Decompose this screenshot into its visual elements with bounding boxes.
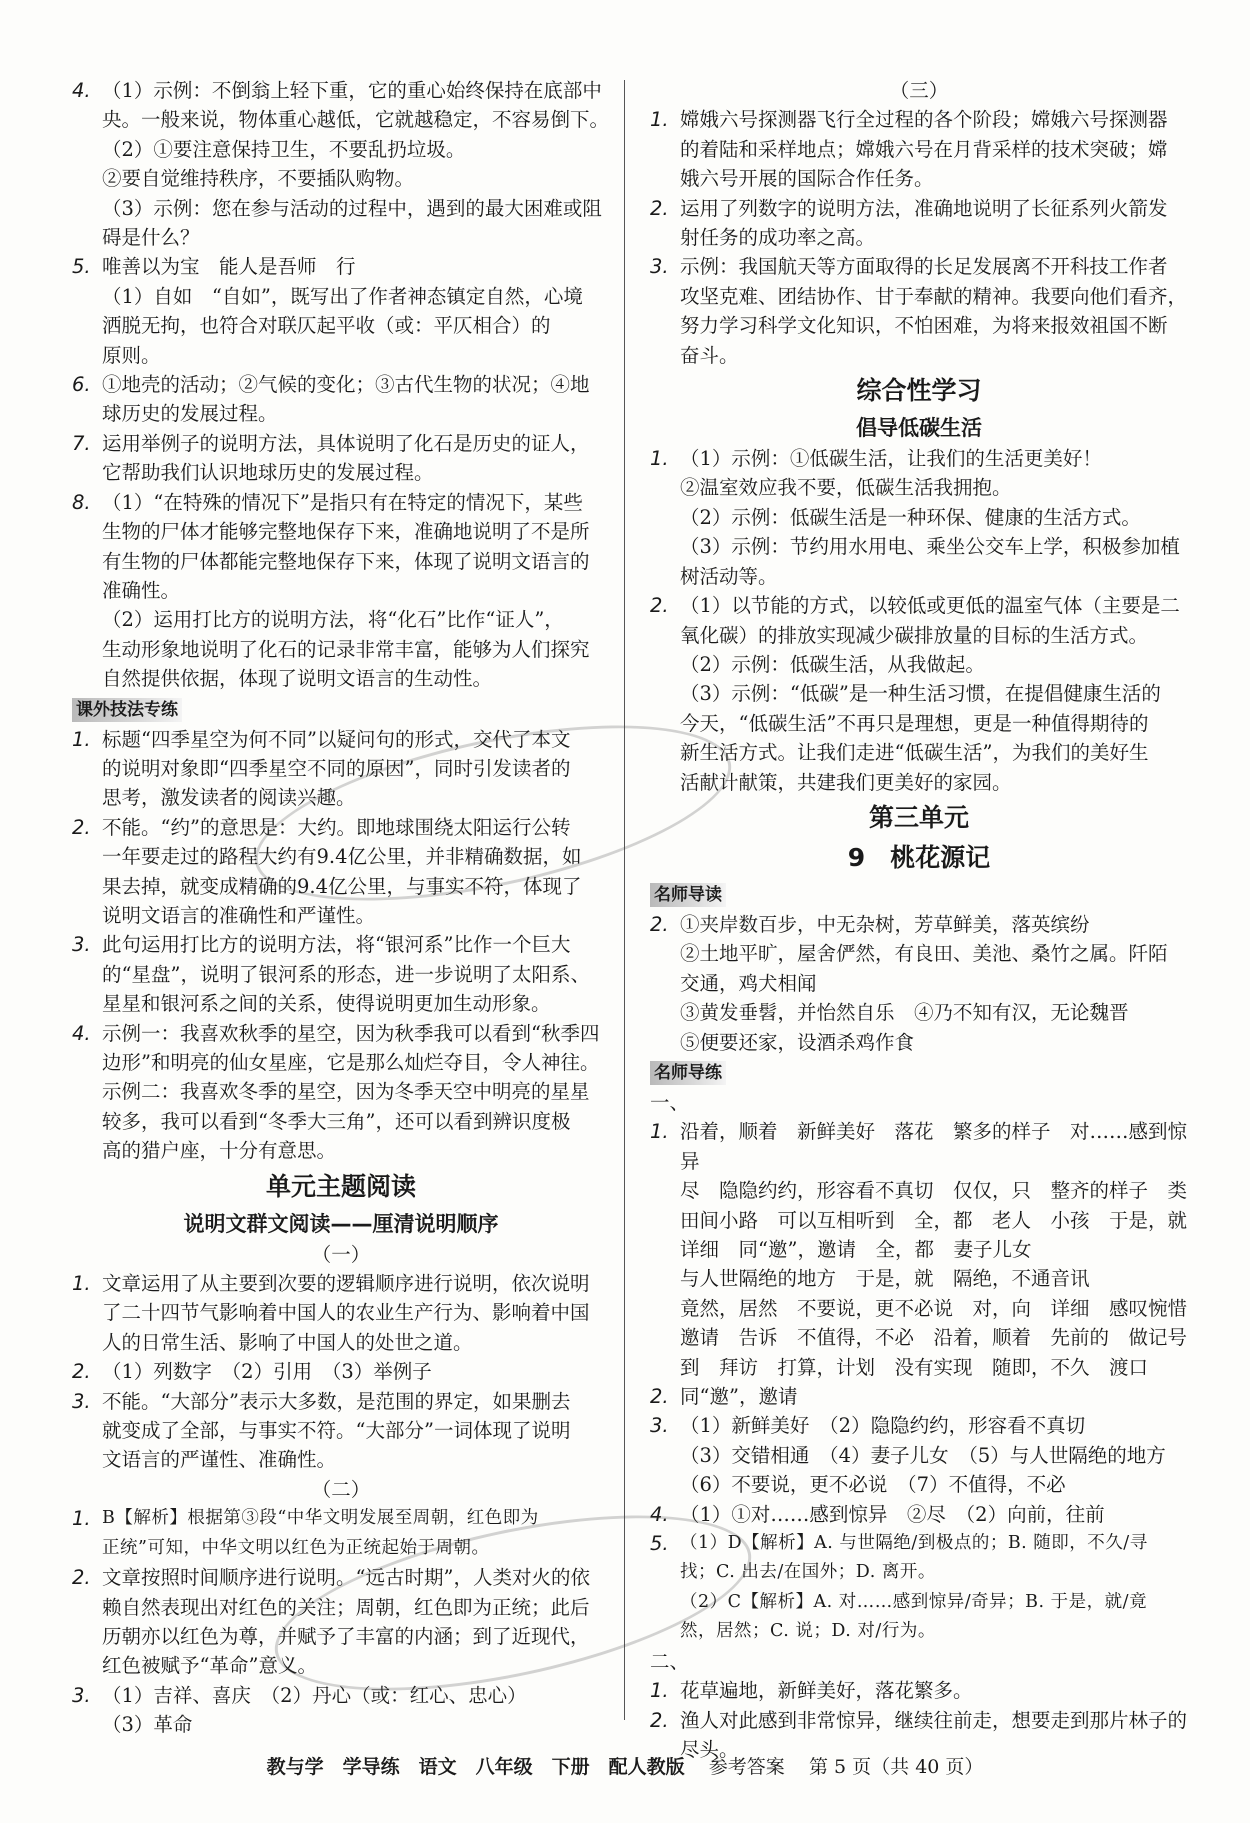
answer-item: 1. 花草遍地，新鲜美好，落花繁多。	[650, 1679, 973, 1703]
answer-item: 1. B【解析】根据第③段“中华文明发展至周朝，红色即为 正统”可知，中华文明以红色为正统起始于周朝。	[72, 1507, 539, 1558]
page-number: 第 5 页（共 40 页）	[808, 1756, 984, 1778]
answer-item: 2. 渔人对此感到非常惊异，继续往前走，想要走到那片林子的 尽头。	[650, 1708, 1188, 1761]
answer-item: 3. （1）吉祥、喜庆 （2）丹心（或：红心、忠心） （3）革命	[72, 1683, 527, 1737]
answers-label: 参考答案	[708, 1756, 785, 1778]
answer-item: 3. 此句运用打比方的说明方法，将“银河系”比作一个巨大 的“星盘”，说明了银河系的形态，进一步说明了太阳系、 星星和银河系之间的关系，使得说明更加生动形象。	[72, 933, 590, 1016]
answer-item: 4. （1）示例：不倒翁上轻下重，它的重心始终保持在底部中 央。一般来说，物体重心越低，它就越稳定，不容易倒下。 （2）①要注意保持卫生，不要乱扔垃圾。 ②要自觉维持秩序，不要插队购物。 （3）示例：您在参与活动的过程中，遇到的最大困难或阻 碍是什么？	[72, 79, 610, 250]
answer-item: 1. （1）示例：①低碳生活，让我们的生活更美好！ ②温室效应我不要，低碳生活我拥抱。 （2）示例：低碳生活是一种环保、健康的生活方式。 （3）示例：节约用水用电、乘坐公交车上学，积极参加植 树活动等。	[650, 447, 1180, 588]
right-column	[650, 76, 1188, 1764]
answer-item: 3. 示例：我国航天等方面取得的长足发展离不开科技工作者 攻坚克难、团结协作、甘于奉献的精神。我要向他们看齐， 努力学习科学文化知识，不怕困难，为将来报效祖国不断 奋斗。	[650, 255, 1188, 367]
answer-item: 1. 文章运用了从主要到次要的逻辑顺序进行说明，依次说明 了二十四节气影响着中国人的农业生产行为、影响着中国 人的日常生活、影响了中国人的处世之道。	[72, 1272, 590, 1354]
section-tag: 课外技法专练	[72, 698, 182, 722]
section-tag: 名师导练	[650, 1061, 726, 1085]
column-divider	[624, 80, 625, 1720]
part-label: 一、	[650, 1090, 690, 1114]
section-tag: 名师导读	[650, 883, 726, 907]
answer-item: 1. 嫦娥六号探测器飞行全过程的各个阶段；嫦娥六号探测器 的着陆和采样地点；嫦娥六号在月背采样的技术突破；嫦 娥六号开展的国际合作任务。	[650, 108, 1168, 191]
page-footer	[0, 1752, 1250, 1779]
answer-item: 2. 运用了列数字的说明方法，准确地说明了长征系列火箭发 射任务的成功率之高。	[650, 196, 1168, 250]
answer-item: 2. 同“邀”，邀请	[650, 1385, 798, 1409]
answer-item: 7. 运用举例子的说明方法，具体说明了化石是历史的证人， 它帮助我们认识地球历史的发展过程。	[72, 431, 590, 485]
answer-item: 1. 标题“四季星空为何不同”以疑问句的形式，交代了本文 的说明对象即“四季星空不同的原因”，同时引发读者的 思考，激发读者的阅读兴趣。	[72, 727, 571, 810]
left-column	[72, 76, 610, 1740]
section-heading: 单元主题阅读	[265, 1171, 416, 1201]
subsection-label: （二）	[311, 1477, 371, 1501]
answer-item: 8. （1）“在特殊的情况下”是指只有在特定的情况下，某些 生物的尸体才能够完整地保存下来，准确地说明了不是所 有生物的尸体都能完整地保存下来，体现了说明文语言的 准确性。 （2）运用打比方的说明方法，将“化石”比作“证人”， 生动形象地说明了化石的记录非常丰富，能够为人们探究 自然提供依据，体现了说明文语言的生动性。	[72, 490, 590, 691]
lesson-heading: 9 桃花源记	[847, 842, 991, 872]
answer-item: 4. 示例一：我喜欢秋季的星空，因为秋季我可以看到“秋季四 边形”和明亮的仙女星座，它是那么灿烂夺目，令人神往。 示例二：我喜欢冬季的星空，因为冬季天空中明亮的星星 较多，我可以看到“冬季大三角”，还可以看到辨识度极 高的猎户座，十分有意思。	[72, 1021, 600, 1163]
unit-heading: 第三单元	[868, 802, 969, 832]
section-subheading: 说明文群文阅读——厘清说明顺序	[183, 1211, 499, 1236]
answer-item: 4. （1）①对……感到惊异 ②尽 （2）向前，往前	[650, 1502, 1105, 1526]
answer-item: 2. ①夹岸数百步，中无杂树，芳草鲜美，落英缤纷 ②土地平旷，屋舍俨然，有良田、美池、桑竹之属。阡陌 交通，鸡犬相闻 ③黄发垂髫，并怡然自乐 ④乃不知有汉，无论魏晋 ⑤便要还家，设酒杀鸡作食	[650, 912, 1168, 1054]
subsection-label: （一）	[311, 1242, 371, 1266]
part-label: 二、	[650, 1649, 690, 1673]
answer-item: 5. （1）D【解析】A. 与世隔绝/到极点的；B. 随即，不久/寻 找；C. 出去/在国外；D. 离开。 （2）C【解析】A. 对……感到惊异/奇异；B. 于是，就/竟 然，居然；C. 说；D. 对/行为。	[650, 1532, 1148, 1642]
answer-item: 2. 不能。“约”的意思是：大约。即地球围绕太阳运行公转 一年要走过的路程大约有9.4亿公里，并非精确数据，如 果去掉，就变成精确的9.4亿公里，与事实不符，体现了 说明文语言的准确性和严谨性。	[72, 815, 582, 927]
answer-item: 3. （1）新鲜美好 （2）隐隐约约，形容看不真切 （3）交错相通 （4）妻子儿女 （5）与人世隔绝的地方 （6）不要说，更不必说 （7）不值得，不必	[650, 1414, 1166, 1497]
book-title: 教与学 学导练 语文 八年级 下册 配人教版	[266, 1756, 685, 1778]
answer-item: 3. 不能。“大部分”表示大多数，是范围的界定，如果删去 就变成了全部，与事实不符。“大部分”一词体现了说明 文语言的严谨性、准确性。	[72, 1389, 571, 1472]
answer-item: 5. 唯善以为宝 能人是吾师 行 （1）自如 “自如”，既写出了作者神态镇定自然，心境 洒脱无拘，也符合对联仄起平收（或：平仄相合）的 原则。	[72, 255, 583, 367]
section-subheading: 倡导低碳生活	[856, 416, 982, 441]
answer-item: 2. （1）以节能的方式，以较低或更低的温室气体（主要是二 氧化碳）的排放实现减少碳排放量的目标的生活方式。 （2）示例：低碳生活，从我做起。 （3）示例：“低碳”是一种生活习惯，在提倡健康生活的 今天，“低碳生活”不再只是理想，更是一种值得期待的 新生活方式。让我们走进“低碳生活”，为我们的美好生 活献计献策，共建我们更美好的家园。	[650, 594, 1180, 794]
answer-item: 6. ①地壳的活动；②气候的变化；③古代生物的状况；④地 球历史的发展过程。	[72, 373, 590, 426]
subsection-label: （三）	[889, 79, 949, 102]
section-heading: 综合性学习	[856, 376, 982, 406]
answer-item: 1. 沿着，顺着 新鲜美好 落花 繁多的样子 对……感到惊异 尽 隐隐约约，形容看不真切 仅仅，只 整齐的样子 类 田间小路 可以互相听到 全，都 老人 小孩 于是，就 详细 同“邀”，邀请 全，都 妻子儿女 与人世隔绝的地方 于是，就 隔绝，不通音讯 竟然，居然 不要说，更不必说 对，向 详细 感叹惋惜 邀请 告诉 不值得，不必 沿着，顺着 先前的 做记号 到 拜访 打算，计划 没有实现 随即，不久 渡口	[650, 1120, 1188, 1379]
answer-item: 2. 文章按照时间顺序进行说明。“远古时期”，人类对火的依 赖自然表现出对红色的关注；周朝，红色即为正统；此后 历朝亦以红色为尊，并赋予了丰富的内涵；到了近现代， 红色被赋予“革命”意义。	[72, 1566, 590, 1678]
answer-item: 2. （1）列数字 （2）引用 （3）举例子	[72, 1360, 432, 1384]
